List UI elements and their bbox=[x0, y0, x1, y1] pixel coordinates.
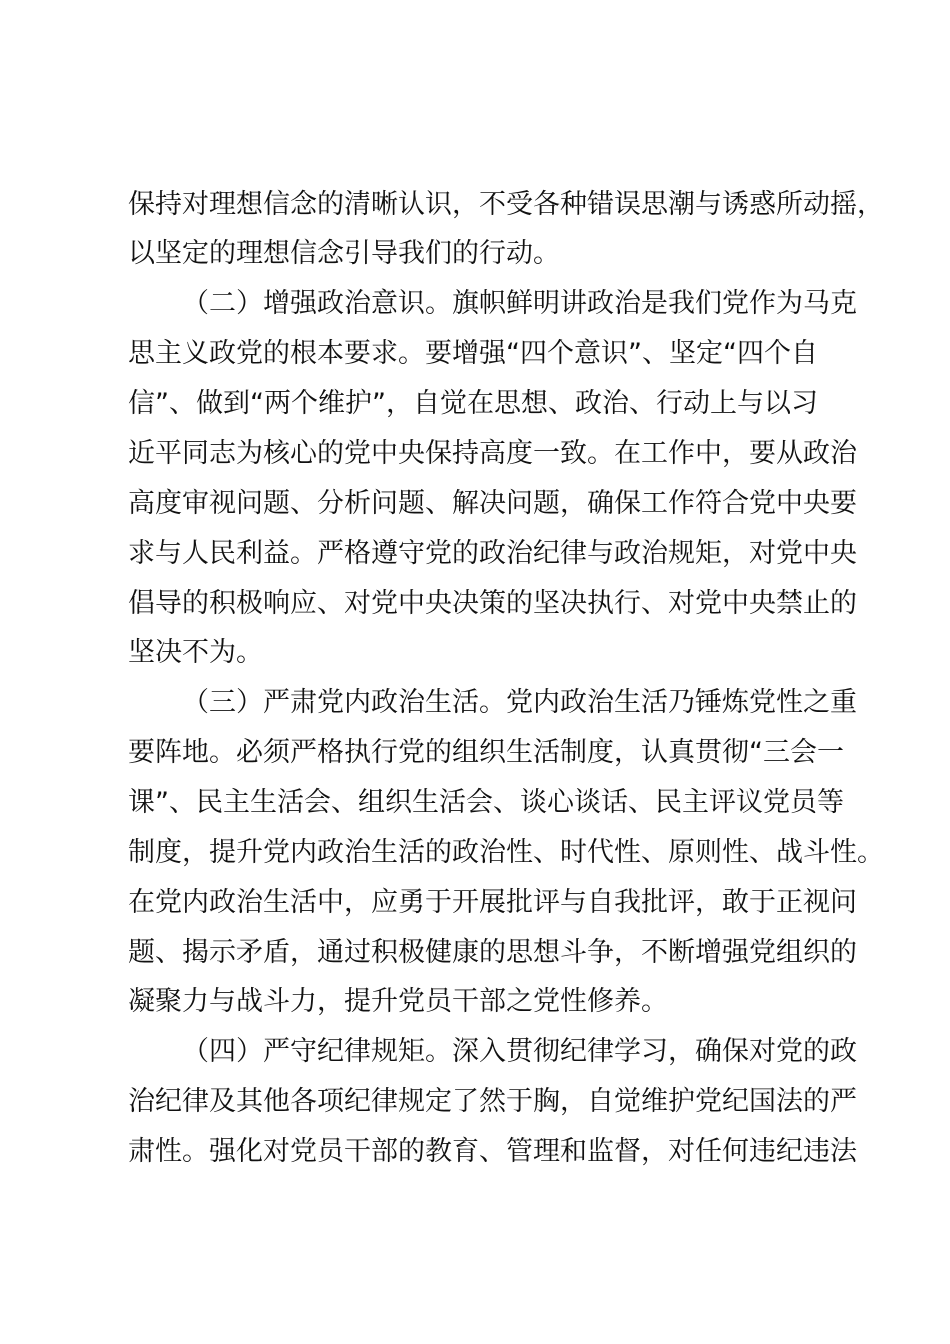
text-line: 近平同志为核心的党中央保持高度一致。在工作中，要从政治 bbox=[128, 438, 857, 469]
section-heading-line: （三）严肃党内政治生活。党内政治生活乃锤炼党性之重 bbox=[182, 687, 857, 718]
text-line: 以坚定的理想信念引导我们的行动。 bbox=[128, 238, 560, 269]
text-line: 坚决不为。 bbox=[128, 637, 263, 668]
text-line: 凝聚力与战斗力，提升党员干部之党性修养。 bbox=[128, 986, 668, 1017]
text-line: 制度，提升党内政治生活的政治性、时代性、原则性、战斗性。 bbox=[128, 837, 884, 868]
text-line: 肃性。强化对党员干部的教育、管理和监督，对任何违纪违法 bbox=[128, 1136, 857, 1167]
text-line: 保持对理想信念的清晰认识，不受各种错误思潮与诱惑所动摇， bbox=[128, 189, 884, 220]
text-line: 倡导的积极响应、对党中央决策的坚决执行、对党中央禁止的 bbox=[128, 588, 857, 619]
section-heading-line: （四）严守纪律规矩。深入贯彻纪律学习，确保对党的政 bbox=[182, 1036, 857, 1067]
section-heading-line: （二）增强政治意识。旗帜鲜明讲政治是我们党作为马克 bbox=[182, 288, 857, 319]
text-line: 信”、做到“两个维护”，自觉在思想、政治、行动上与以习 bbox=[128, 388, 818, 419]
text-line: 求与人民利益。严格遵守党的政治纪律与政治规矩，对党中央 bbox=[128, 538, 857, 569]
text-line: 题、揭示矛盾，通过积极健康的思想斗争，不断增强党组织的 bbox=[128, 937, 857, 968]
text-line: 要阵地。必须严格执行党的组织生活制度，认真贯彻“三会一 bbox=[128, 737, 844, 768]
text-line: 高度审视问题、分析问题、解决问题，确保工作符合党中央要 bbox=[128, 488, 857, 519]
text-line: 在党内政治生活中，应勇于开展批评与自我批评，敢于正视问 bbox=[128, 887, 857, 918]
text-line: 治纪律及其他各项纪律规定了然于胸，自觉维护党纪国法的严 bbox=[128, 1086, 857, 1117]
text-line: 课”、民主生活会、组织生活会、谈心谈话、民主评议党员等 bbox=[128, 787, 844, 818]
text-line: 思主义政党的根本要求。要增强“四个意识”、坚定“四个自 bbox=[128, 338, 818, 369]
